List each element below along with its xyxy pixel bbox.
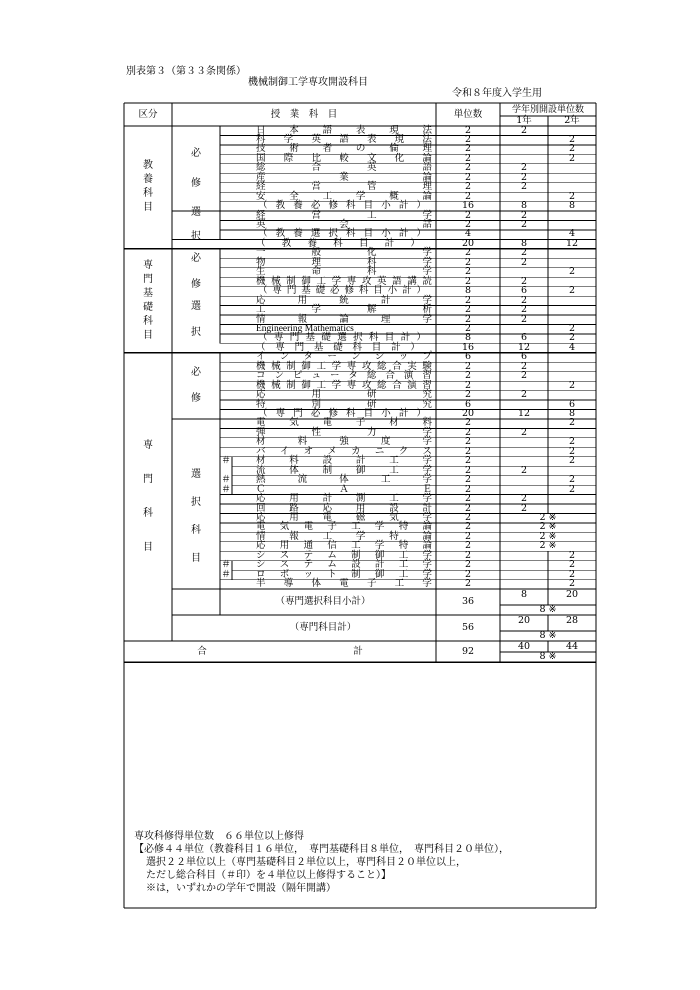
- course-credits: 2: [464, 275, 472, 287]
- course-name: シ ス テ ム 設 計 工 学: [256, 559, 432, 571]
- course-credits: 2: [464, 313, 472, 325]
- course-year2: 2: [568, 549, 576, 561]
- course-mark: ＃: [221, 455, 231, 467]
- course-name: 機 械 制 御 工 学 専 攻 総 合 実 験: [256, 360, 432, 372]
- course-year2: 8: [568, 200, 576, 212]
- course-year1: 2: [520, 181, 528, 193]
- course-name: 半 導 体 電 子 工 学: [256, 578, 432, 590]
- course-name: 流 体 制 御 工 学: [256, 464, 432, 476]
- course-year2: 2: [568, 474, 576, 486]
- course-credits: 2: [464, 143, 472, 155]
- course-year-both: 2 ※: [539, 521, 557, 533]
- course-credits: 2: [464, 379, 472, 391]
- major-elective-subtotal-year1: 8: [520, 588, 528, 600]
- course-year2: 2: [568, 190, 576, 202]
- course-credits: 2: [464, 389, 472, 401]
- appendix-label: 別表第３（第３３条関係）: [126, 66, 246, 77]
- course-name: 応 用 統 計 学: [256, 294, 432, 306]
- course-year1: 2: [520, 219, 528, 230]
- course-name: 電 気 電 子 材 料: [256, 417, 432, 429]
- course-year1: 2: [520, 209, 528, 221]
- major-total-credits: 56: [461, 622, 475, 634]
- note-line: 専攻科修得単位数 ６６単位以上修得: [134, 831, 304, 842]
- course-year1: 2: [520, 426, 528, 438]
- major-total-year1: 20: [517, 614, 531, 626]
- course-year2: 2: [568, 133, 576, 145]
- header-year2: 2年: [564, 115, 580, 126]
- course-year-both: 2 ※: [539, 530, 557, 542]
- course-year1: 6: [520, 332, 528, 344]
- course-name: 英 会 話: [256, 219, 432, 230]
- course-name: 経 営 工 学: [256, 209, 432, 221]
- course-credits: 16: [461, 200, 475, 212]
- course-credits: 2: [464, 360, 472, 372]
- course-name: 工 学 解 析: [256, 304, 432, 316]
- course-credits: 2: [464, 171, 472, 183]
- grand-total-extra: 8 ※: [539, 651, 557, 663]
- course-year1: 6: [520, 285, 528, 297]
- header-by-year: 学年別開設単位数: [511, 105, 584, 115]
- course-credits: 2: [464, 455, 472, 467]
- course-credits: 2: [464, 190, 472, 202]
- course-name: （ 専 門 必 修 科 目 小 計 ）: [258, 408, 426, 419]
- course-year1: 2: [520, 171, 528, 183]
- course-mark: ＃: [221, 483, 231, 495]
- course-credits: 8: [464, 332, 472, 344]
- course-name: 電 気 電 子 工 学 特 論: [256, 521, 432, 533]
- course-credits: 2: [464, 559, 472, 571]
- course-year2: 2: [568, 559, 576, 571]
- major-total-name: （専門科目計）: [289, 622, 357, 634]
- course-credits: 16: [461, 341, 475, 353]
- course-year2: 12: [565, 237, 579, 249]
- course-credits: 2: [464, 540, 472, 552]
- course-name: 応 用 通 信 工 学 特 論: [256, 540, 432, 552]
- course-credits: 8: [464, 285, 472, 297]
- course-name: 応 用 電 磁 気 学: [256, 511, 432, 523]
- course-year2: 2: [568, 152, 576, 164]
- course-year2: 2: [568, 143, 576, 155]
- course-credits: 2: [464, 474, 472, 486]
- major-elective-subtotal-name: （専門選択科目小計）: [275, 596, 371, 608]
- course-credits: 2: [464, 181, 472, 193]
- course-name: Engineering Mathematics: [256, 323, 354, 334]
- course-year1: 2: [520, 124, 528, 136]
- course-year1: 2: [520, 294, 528, 306]
- course-year1: 2: [520, 370, 528, 382]
- course-credits: 2: [464, 219, 472, 230]
- grand-total-year2: 44: [565, 640, 579, 652]
- course-name: イ ン タ ー ン シ ッ プ: [256, 351, 432, 363]
- course-name: 応 用 計 測 工 学: [256, 493, 432, 505]
- course-year2: 2: [568, 436, 576, 448]
- course-year-both: 2 ※: [539, 511, 557, 523]
- page-title: 機械制御工学専攻開設科目: [248, 77, 368, 88]
- note-line: 選択２２単位以上（専門基礎科目２単位以上，専門科目２０単位以上，: [146, 857, 466, 868]
- course-year1: 2: [520, 247, 528, 259]
- course-name: 機 械 制 御 工 学 専 攻 総 合 演 習: [256, 379, 432, 391]
- course-year2: 2: [568, 379, 576, 391]
- course-credits: 2: [464, 493, 472, 505]
- course-name: シ ス テ ム 制 御 工 学: [256, 549, 432, 561]
- course-name: （ 教 養 科 目 計 ）: [256, 237, 420, 249]
- course-name: 総 合 英 語: [256, 162, 432, 174]
- grand-total-year1: 40: [517, 640, 531, 652]
- course-year1: 2: [520, 502, 528, 514]
- course-year1: 12: [517, 408, 531, 419]
- course-year1: 2: [520, 493, 528, 505]
- course-year2: 8: [568, 408, 576, 419]
- grand-total-right: 計: [353, 645, 363, 657]
- major-total-year2: 28: [565, 614, 579, 626]
- course-credits: 2: [464, 464, 472, 476]
- major-total-extra: 8 ※: [539, 630, 557, 642]
- major-elective-subtotal-credits: 36: [461, 596, 475, 608]
- course-credits: 2: [464, 152, 472, 164]
- course-credits: 2: [464, 304, 472, 316]
- course-year1: 8: [520, 200, 528, 212]
- course-credits: 4: [464, 228, 472, 240]
- course-name: Ｃ Ａ Ｅ: [256, 483, 432, 495]
- course-year2: 2: [568, 455, 576, 467]
- course-name: 特 別 研 究: [256, 398, 432, 410]
- course-credits: 6: [464, 398, 472, 410]
- header-course: 授 業 科 目: [270, 109, 338, 120]
- course-name: （ 専 門 基 礎 必 修 科 目 小 計 ）: [258, 285, 426, 297]
- course-name: 産 業 論: [256, 171, 432, 183]
- course-credits: 2: [464, 483, 472, 495]
- course-name: 応 用 研 究: [256, 389, 432, 401]
- course-credits: 2: [464, 436, 472, 448]
- course-credits: 2: [464, 530, 472, 542]
- course-year1: 2: [520, 313, 528, 325]
- course-name: （ 教 養 選 択 科 目 小 計 ）: [258, 228, 426, 240]
- grand-total-credits: 92: [461, 645, 475, 657]
- course-year1: 2: [520, 464, 528, 476]
- major-elective-subtotal-extra: 8 ※: [539, 604, 557, 616]
- course-name: （ 教 養 必 修 科 目 小 計 ）: [258, 200, 426, 212]
- course-year2: 2: [568, 578, 576, 590]
- course-year-both: 2 ※: [539, 540, 557, 552]
- liberal-required-label: 必 修: [191, 147, 201, 189]
- course-name: 経 営 管 理: [256, 181, 432, 193]
- course-credits: 2: [464, 549, 472, 561]
- course-name: ロ ボ ッ ト 制 御 工 学: [256, 568, 432, 580]
- note-line: ただし総合科目（＃印）を４単位以上修得すること）】: [146, 870, 391, 881]
- course-name: 安 全 工 学 概 論: [256, 190, 432, 202]
- header-credits: 単位数: [453, 109, 483, 120]
- course-credits: 2: [464, 162, 472, 174]
- course-name: 国 際 比 較 文 化 論: [256, 152, 432, 164]
- course-name: 一 般 化 学: [256, 247, 432, 259]
- course-mark: ＃: [221, 568, 231, 580]
- course-name: 生 命 科 学: [256, 266, 432, 278]
- course-name: 材 料 設 計 工 学: [256, 455, 432, 467]
- course-credits: 2: [464, 209, 472, 221]
- course-credits: 2: [464, 568, 472, 580]
- header-category: 区分: [138, 109, 158, 120]
- liberal-elective-label: 選 択: [191, 207, 201, 243]
- cohort-label: 令和８年度入学生用: [452, 88, 542, 99]
- course-name: 情 報 工 学 特 論: [256, 530, 432, 542]
- course-year2: 6: [568, 398, 576, 410]
- course-year1: 2: [520, 389, 528, 401]
- course-credits: 2: [464, 322, 472, 334]
- course-credits: 2: [464, 502, 472, 514]
- course-year2: 2: [568, 285, 576, 297]
- course-credits: 2: [464, 445, 472, 457]
- course-year2: 2: [568, 483, 576, 495]
- major-elective-subtotal-year2: 20: [565, 588, 579, 600]
- course-year2: 2: [568, 266, 576, 278]
- course-name: 技 術 者 の 倫 理: [256, 143, 432, 155]
- course-credits: 20: [461, 237, 475, 249]
- course-credits: 2: [464, 256, 472, 268]
- course-credits: 2: [464, 370, 472, 382]
- course-name: 科 学 英 語 表 現 法: [256, 133, 432, 145]
- note-line: ※は，いずれかの学年で開設（隔年開講）: [146, 883, 336, 894]
- course-name: 回 路 応 用 設 計: [256, 502, 432, 514]
- notes-block: [134, 830, 509, 895]
- course-name: 弾 性 力 学: [256, 426, 432, 438]
- section-basic-label: 専 門 基 礎 科 目: [143, 259, 153, 341]
- course-name: バ イ オ メ カ ニ ク ス: [256, 445, 432, 457]
- course-name: （ 専 門 基 礎 選 択 科 目 計 ）: [258, 332, 426, 344]
- course-credits: 2: [464, 247, 472, 259]
- course-credits: 2: [464, 133, 472, 145]
- course-name: 材 料 強 度 学: [256, 436, 432, 448]
- note-line: 【必修４４単位（教養科目１６単位， 専門基礎科目８単位， 専門科目２０単位），: [134, 844, 509, 855]
- course-credits: 2: [464, 294, 472, 306]
- course-year2: 2: [568, 417, 576, 429]
- course-year1: 8: [520, 237, 528, 249]
- course-name: 機 械 制 御 工 学 専 攻 英 語 講 読: [256, 275, 432, 287]
- course-year1: 2: [520, 360, 528, 372]
- course-credits: 2: [464, 578, 472, 590]
- course-name: 情 報 論 理 学: [256, 313, 432, 325]
- course-year2: 2: [568, 332, 576, 344]
- course-year1: 2: [520, 304, 528, 316]
- course-year2: 2: [568, 445, 576, 457]
- course-year2: 2: [568, 322, 576, 334]
- major-elective-label: 選 択 科 目: [191, 469, 201, 564]
- course-name: 日 本 語 表 現 法: [256, 124, 432, 136]
- course-credits: 2: [464, 521, 472, 533]
- course-credits: 2: [464, 124, 472, 136]
- course-name: 物 理 科 学: [256, 256, 432, 268]
- course-name: コ ン ピ ュ ー タ 総 合 演 習: [256, 370, 432, 382]
- basic-elective-label: 選 択: [191, 300, 201, 338]
- course-credits: 2: [464, 417, 472, 429]
- header-year1: 1年: [516, 115, 532, 126]
- course-credits: 2: [464, 426, 472, 438]
- basic-required-label: 必 修: [191, 253, 201, 291]
- course-year1: 12: [517, 341, 531, 353]
- course-year1: 2: [520, 162, 528, 174]
- course-year1: 6: [520, 351, 528, 363]
- course-name: 熱 流 体 工 学: [256, 474, 432, 486]
- course-year2: 4: [568, 341, 576, 353]
- course-name: （ 専 門 基 礎 科 目 計 ）: [256, 341, 420, 353]
- major-required-label: 必 修: [191, 366, 201, 404]
- course-year1: 2: [520, 256, 528, 268]
- course-credits: 20: [461, 408, 475, 419]
- section-liberal-label: 教 養 科 目: [143, 160, 153, 214]
- course-year2: 2: [568, 568, 576, 580]
- course-year1: 2: [520, 275, 528, 287]
- section-major-label: 専 門 科 目: [143, 439, 153, 553]
- grand-total-left: 合: [197, 645, 207, 657]
- course-mark: ＃: [221, 559, 231, 571]
- course-mark: ＃: [221, 474, 231, 486]
- course-credits: 2: [464, 511, 472, 523]
- course-credits: 6: [464, 351, 472, 363]
- course-credits: 2: [464, 266, 472, 278]
- course-year2: 4: [568, 228, 576, 240]
